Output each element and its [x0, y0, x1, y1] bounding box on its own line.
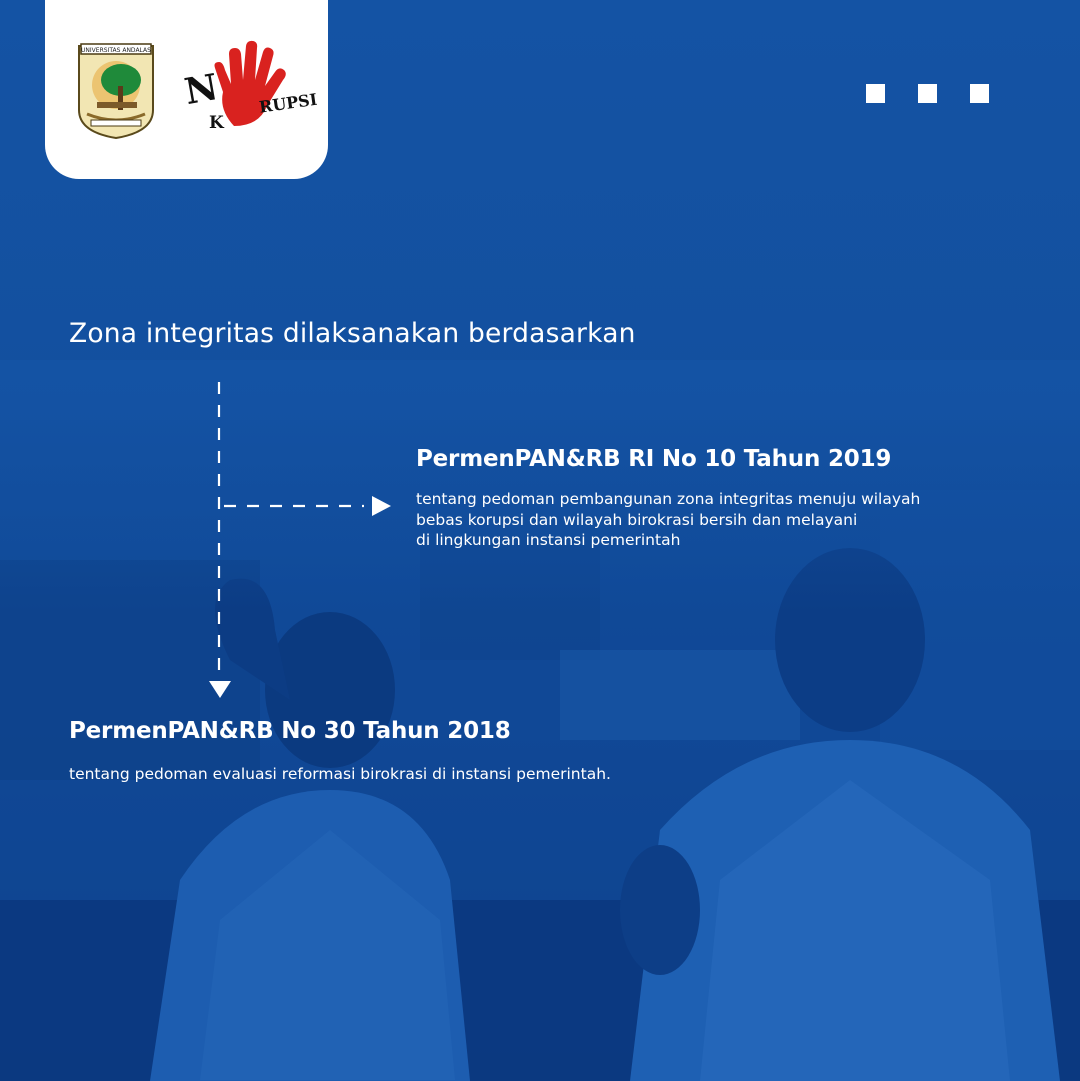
intro-heading: Zona integritas dilaksanakan berdasarkan [69, 318, 636, 349]
regulation-title-2019: PermenPAN&RB RI No 10 Tahun 2019 [416, 446, 892, 472]
svg-text:K: K [209, 113, 224, 133]
regulation-description-2018: tentang pedoman evaluasi reformasi birokrasi di instansi pemerintah. [69, 765, 611, 783]
regulation-description-2019: tentang pedoman pembangunan zona integritas menuju wilayah bebas korupsi dan wilayah birokrasi bersih dan melayani di lingkungan instansi pemerintah [416, 490, 921, 549]
svg-text:N: N [181, 66, 222, 114]
svg-text:RUPSI: RUPSI [257, 89, 319, 117]
arrow-down-icon [209, 681, 231, 698]
regulation-title-2018: PermenPAN&RB No 30 Tahun 2018 [69, 718, 511, 744]
arrow-right-icon [372, 496, 391, 516]
seal-banner-text: UNIVERSITAS ANDALAS [81, 47, 151, 54]
